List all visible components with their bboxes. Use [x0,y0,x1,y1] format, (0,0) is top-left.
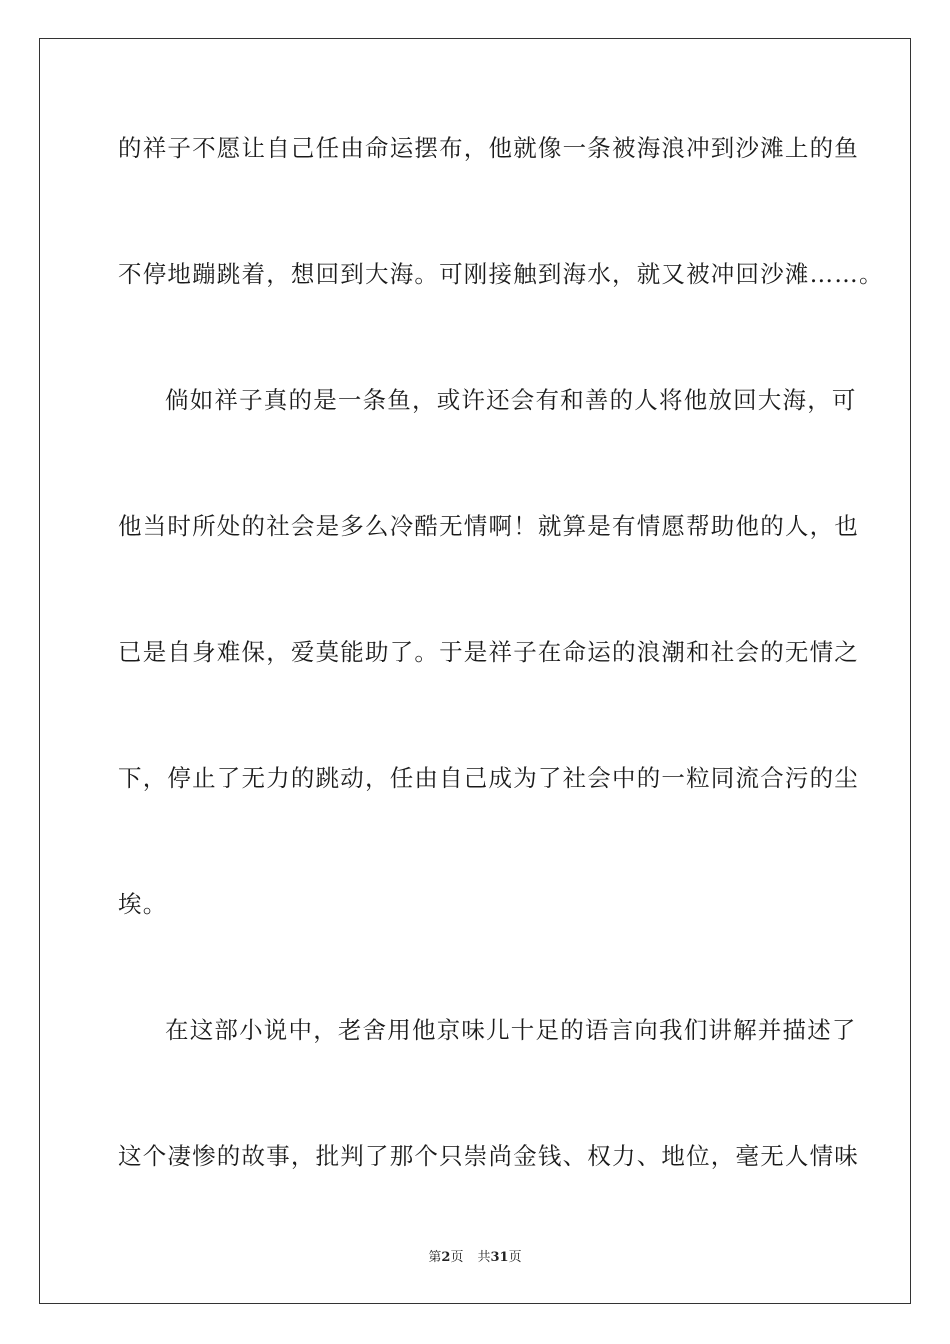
document-body [118,130,884,1264]
paragraph-start-line: 倘如祥子真的是一条鱼，或许还会有和善的人将他放回大海，可 [165,386,857,414]
total-pages: 31 [490,1250,509,1265]
text-line: 的祥子不愿让自己任由命运摆布，他就像一条被海浪冲到沙滩上的鱼 [118,134,859,162]
page-footer [0,1246,950,1265]
text-line: 这个凄惨的故事，批判了那个只崇尚金钱、权力、地位，毫无人情味 [118,1142,859,1170]
page-label-prefix: 第 [428,1250,442,1265]
total-label-prefix: 共 [477,1250,491,1265]
text-line: 他当时所处的社会是多么冷酷无情啊！就算是有情愿帮助他的人，也 [118,512,859,540]
text-line: 已是自身难保，爱莫能助了。于是祥子在命运的浪潮和社会的无情之 [118,638,859,666]
page-number: 2 [441,1250,451,1265]
total-label-suffix: 页 [508,1250,522,1265]
text-line: 下，停止了无力的跳动，任由自己成为了社会中的一粒同流合污的尘 [118,764,859,792]
text-line: 埃。 [118,890,168,918]
text-line: 不停地蹦跳着，想回到大海。可刚接触到海水，就又被冲回沙滩……。 [118,260,884,288]
page-label-suffix: 页 [450,1250,464,1265]
paragraph-start-line: 在这部小说中，老舍用他京味儿十足的语言向我们讲解并描述了 [165,1016,857,1044]
